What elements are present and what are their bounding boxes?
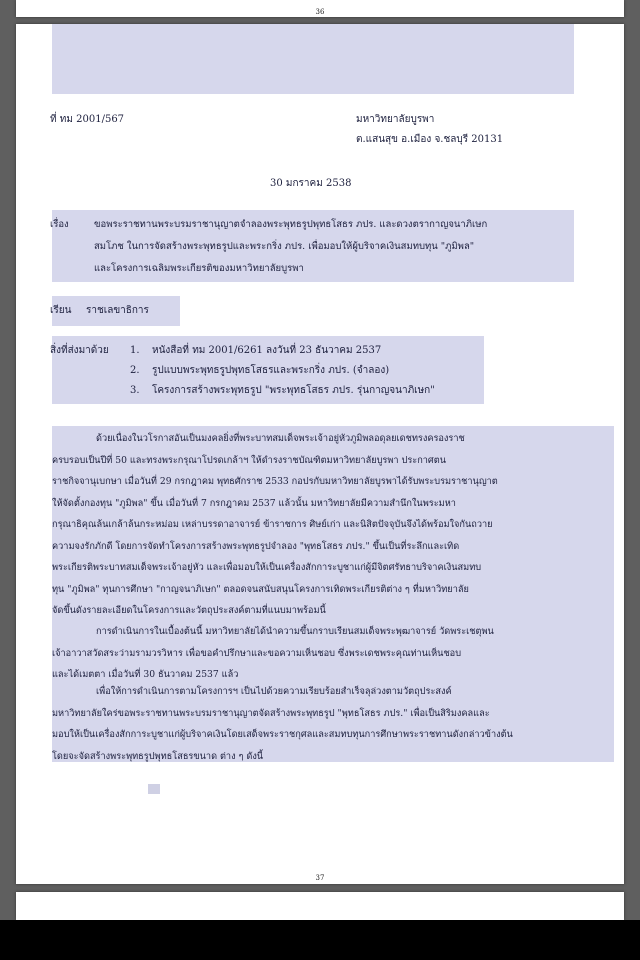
- paragraph-1: [52, 428, 498, 622]
- para1-line: ให้จัดตั้งกองทุน "ภูมิพล" ขึ้น เมื่อวันที่ 7 กรกฎาคม 2537 แล้วนั้น มหาวิทยาลัยมีความสำนึกในพระมหา: [52, 497, 456, 509]
- next-page-fragment: [16, 892, 624, 920]
- paragraph-2: [52, 621, 494, 686]
- top-gray-block: [52, 24, 574, 94]
- enclosures-label: สิ่งที่ส่งมาด้วย: [50, 345, 109, 356]
- enclosure-1: หนังสือที่ ทม 2001/6261 ลงวันที่ 23 ธันวาคม 2537: [152, 345, 382, 356]
- enclosure-num-3: 3.: [130, 385, 140, 396]
- para3-line: โดยจะจัดสร้างพระพุทธรูปพุทธโสธรขนาด ต่าง ๆ ดังนี้: [52, 750, 264, 762]
- para1-line: กรุณาธิคุณล้นเกล้าล้นกระหม่อม เหล่าบรรดาอาจารย์ ข้าราชการ ศิษย์เก่า และนิสิตปัจจุบันจึงได้พร้อมใจกันถวาย: [52, 519, 493, 530]
- sender-address: ต.แสนสุข อ.เมือง จ.ชลบุรี 20131: [356, 134, 504, 145]
- para1-line: ทุน "ภูมิพล" ทุนการศึกษา "กาญจนาภิเษก" ตลอดจนสนับสนุนโครงการเทิดพระเกียรติต่าง ๆ ที่มหาวิทยาลัย: [52, 583, 469, 595]
- para1-line: พระเกียรติพระบาทสมเด็จพระเจ้าอยู่หัว และเพื่อมอบให้เป็นเครื่องสักการะบูชาแก่ผู้มีจิตศรัทธาบริจาคเงินสมทบ: [52, 562, 482, 573]
- paragraph-3: [52, 681, 513, 767]
- para1-line: จัดขึ้นดังรายละเอียดในโครงการและวัตถุประสงค์ตามที่แนบมาพร้อมนี้: [52, 605, 326, 616]
- letter-date: 30 มกราคม 2538: [270, 178, 352, 189]
- para3-line: เพื่อให้การดำเนินการตามโครงการฯ เป็นไปด้วยความเรียบร้อยสำเร็จลุล่วงตามวัตถุประสงค์: [96, 686, 452, 697]
- page-number-top: 36: [315, 8, 325, 16]
- para1-line: ครบรอบเป็นปีที่ 50 และทรงพระกรุณาโปรดเกล้าฯ ให้ดำรงราชบัณฑิตมหาวิทยาลัยบูรพา ประกาศตน: [52, 454, 446, 466]
- para1-line: ความจงรักภักดี โดยการจัดทำโครงการสร้างพระพุทธรูปจำลอง "พุทธโสธร ภปร." ขึ้นเป็นที่ระลึกและเทิด: [52, 540, 460, 552]
- ref-number: ที่ ทม 2001/567: [50, 114, 125, 125]
- para2-line: และได้เมตตา เมื่อวันที่ 30 ธันวาคม 2537 แล้ว: [52, 669, 239, 680]
- subject-label: เรื่อง: [50, 219, 69, 230]
- para1-line: ราชกิจจานุเบกษา เมื่อวันที่ 29 กรกฎาคม พุทธศักราช 2533 กอปรกับมหาวิทยาลัยบูรพาได้รับพระบรมราชานุญาต: [52, 476, 498, 487]
- para2-line: เจ้าอาวาสวัดสระว่ามรามวรวิหาร เพื่อขอคำปรึกษาและขอความเห็นชอบ ซึ่งพระเดชพระคุณท่านเห็นชอบ: [52, 647, 462, 659]
- para1-line: ด้วยเนื่องในวโรกาสอันเป็นมงคลยิ่งที่พระบาทสมเด็จพระเจ้าอยู่หัวภูมิพลอดุลยเดชทรงครองราช: [96, 433, 465, 444]
- salutation-label: เรียน: [50, 305, 72, 316]
- subject-line-1: ขอพระราชทานพระบรมราชานุญาตจำลองพระพุทธรูปพุทธโสธร ภปร. และดวงตรากาญจนาภิเษก: [94, 219, 488, 230]
- enclosure-num-2: 2.: [130, 365, 140, 376]
- enclosure-num-1: 1.: [130, 345, 140, 356]
- scan-mark: [148, 784, 160, 794]
- enclosure-3: โครงการสร้างพระพุทธรูป "พระพุทธโสธร ภปร. รุ่นกาญจนาภิเษก": [152, 385, 435, 396]
- subject-line-2: สมโภช ในการจัดสร้างพระพุทธรูปและพระกริ่ง ภปร. เพื่อมอบให้ผู้บริจาคเงินสมทบทุน "ภูมิพล": [94, 241, 475, 252]
- previous-page-fragment: [16, 0, 624, 17]
- subject-line-3: และโครงการเฉลิมพระเกียรติของมหาวิทยาลัยบูรพา: [94, 263, 304, 274]
- sender-name: มหาวิทยาลัยบูรพา: [356, 114, 435, 125]
- para3-line: มหาวิทยาลัยใคร่ขอพระราชทานพระบรมราชานุญาตจัดสร้างพระพุทธรูป "พุทธโสธร ภปร." เพื่อเป็นสิริมงคลและ: [52, 707, 490, 719]
- para2-line: การดำเนินการในเบื้องต้นนี้ มหาวิทยาลัยได้นำความขึ้นกราบเรียนสมเด็จพระพุฒาจารย์ วัดพระเชตุพน: [96, 626, 494, 637]
- document-page: [16, 24, 624, 884]
- salutation: ราชเลขาธิการ: [86, 305, 149, 316]
- para3-line: มอบให้เป็นเครื่องสักการะบูชาแก่ผู้บริจาคเงินโดยเสด็จพระราชกุศลและสมทบทุนการศึกษาพระราชทานดังกล่าวข้างต้น: [52, 729, 513, 740]
- enclosure-2: รูปแบบพระพุทธรูปพุทธโสธรและพระกริ่ง ภปร. (จำลอง): [152, 365, 390, 376]
- viewer-bottom-bar: [0, 920, 640, 960]
- page-number-bottom: 37: [315, 874, 325, 882]
